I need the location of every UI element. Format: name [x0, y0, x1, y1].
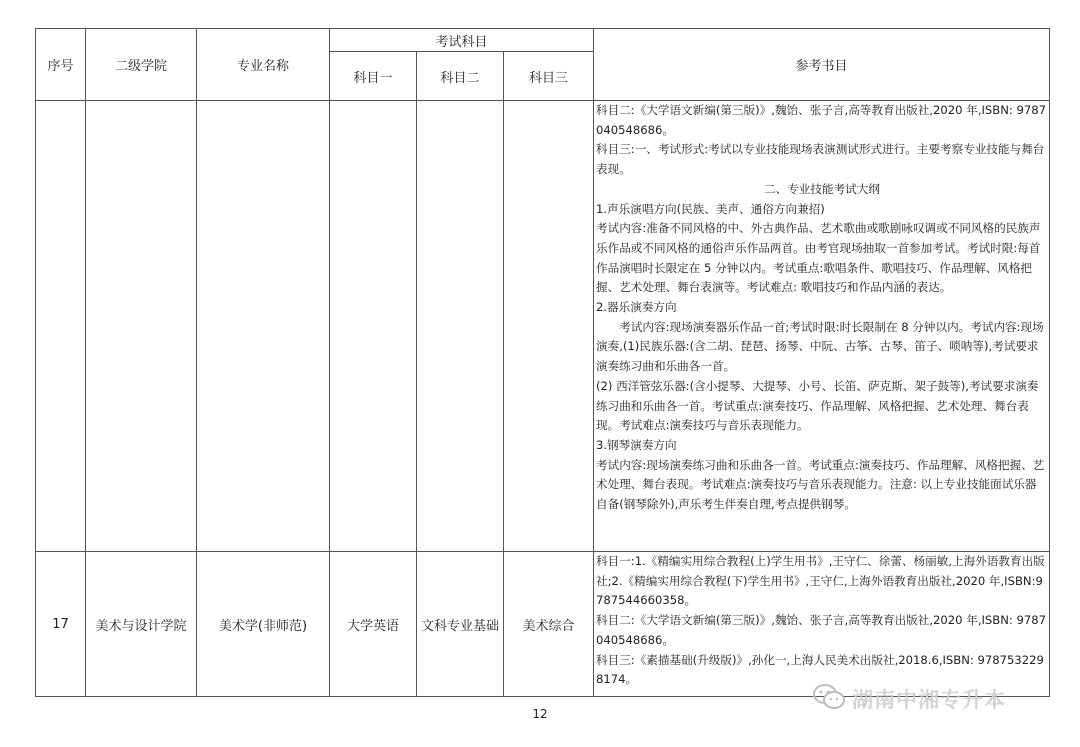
- cell-subject-3: [504, 101, 594, 552]
- header-subject-2: 科目二: [417, 52, 504, 101]
- page-number: 12: [532, 707, 548, 721]
- ref-line: 考试内容:准备不同风格的中、外古典作品、艺术歌曲或歌剧咏叹调或不同风格的民族声乐作品或不同风格的通俗声乐作品两首。由考官现场抽取一首参加考试。考试时限:每首作品演唱时长限定在 5 分钟以内。考试重点:歌唱条件、歌唱技巧、作品理解、风格把握、艺术处理、舞台表演等。考试难点: 歌唱技巧和作品内涵的表达。: [596, 221, 1041, 295]
- ref-line: 科目一:1.《精编实用综合教程(上)学生用书》,王守仁、徐蕾、杨丽敏,上海外语教育出版社;2.《精编实用综合教程(下)学生用书》,王守仁,上海外语教育出版社,2020 年,ISBN:9787544660358。: [596, 554, 1045, 608]
- cell-subject-3: 美术综合: [504, 552, 594, 697]
- header-references: 参考书目: [594, 29, 1050, 101]
- cell-subject-1: [330, 101, 417, 552]
- ref-line: 科目二:《大学语文新编(第三版)》,魏饴、张子言,高等教育出版社,2020 年,ISBN: 9787040548686。: [596, 613, 1047, 647]
- cell-seq: [36, 101, 86, 552]
- cell-subject-1: 大学英语: [330, 552, 417, 697]
- ref-line: 考试内容:现场演奏器乐作品一首;考试时限:时长限制在 8 分钟以内。考试内容:现场演奏,(1)民族乐器:(含二胡、琵琶、扬琴、中阮、古筝、古琴、笛子、唢呐等),考试要求演奏练习曲和乐曲各一首。: [596, 319, 1044, 374]
- ref-line: (2) 西洋管弦乐器:(含小提琴、大提琴、小号、长笛、萨克斯、架子鼓等),考试要求演奏练习曲和乐曲各一首。考试重点:演奏技巧、作品理解、风格把握、艺术处理、舞台表现。考试难点:演奏技巧与音乐表现能力。: [596, 378, 1039, 433]
- header-exam-subjects: 考试科目: [330, 29, 594, 52]
- watermark: [812, 683, 1006, 715]
- ref-line: 3.钢琴演奏方向: [596, 437, 677, 452]
- ref-line: 1.声乐演唱方向(民族、美声、通俗方向兼招): [596, 201, 825, 216]
- cell-seq: 17: [36, 552, 86, 697]
- header-subject-1: 科目一: [330, 52, 417, 101]
- cell-major: [197, 101, 330, 552]
- exam-reference-table: [35, 28, 1050, 697]
- cell-college: [86, 101, 197, 552]
- header-seq: 序号: [36, 29, 86, 101]
- cell-major: 美术学(非师范): [197, 552, 330, 697]
- header-subject-3: 科目三: [504, 52, 594, 101]
- ref-line: 科目二:《大学语文新编(第三版)》,魏饴、张子言,高等教育出版社,2020 年,ISBN: 9787040548686。: [596, 103, 1047, 137]
- cell-college: 美术与设计学院: [86, 552, 197, 697]
- cell-references: [594, 101, 1050, 552]
- header-college: 二级学院: [86, 29, 197, 101]
- header-major: 专业名称: [197, 29, 330, 101]
- table-row: [36, 101, 1050, 552]
- cell-references: [594, 552, 1050, 697]
- ref-section-heading: 二、专业技能考试大纲: [764, 181, 880, 196]
- table-row: [36, 552, 1050, 697]
- watermark-text: 湖南中湘专升本: [852, 688, 1006, 712]
- cell-subject-2: 文科专业基础: [417, 552, 504, 697]
- ref-line: 科目三:《素描基础(升级版)》,孙化一,上海人民美术出版社,2018.6,ISBN: 9787532298174。: [596, 652, 1044, 687]
- wechat-icon: [812, 683, 846, 715]
- ref-line: 考试内容:现场演奏练习曲和乐曲各一首。考试重点:演奏技巧、作品理解、风格把握、艺术处理、舞台表现。考试难点:演奏技巧与音乐表现能力。注意: 以上专业技能面试乐器自备(钢琴除外),声乐考生伴奏自理,考点提供钢琴。: [596, 457, 1045, 512]
- cell-subject-2: [417, 101, 504, 552]
- ref-line: 2.器乐演奏方向: [596, 300, 677, 315]
- ref-line: 科目三:一、考试形式:考试以专业技能现场表演测试形式进行。主要考察专业技能与舞台表现。: [596, 142, 1045, 177]
